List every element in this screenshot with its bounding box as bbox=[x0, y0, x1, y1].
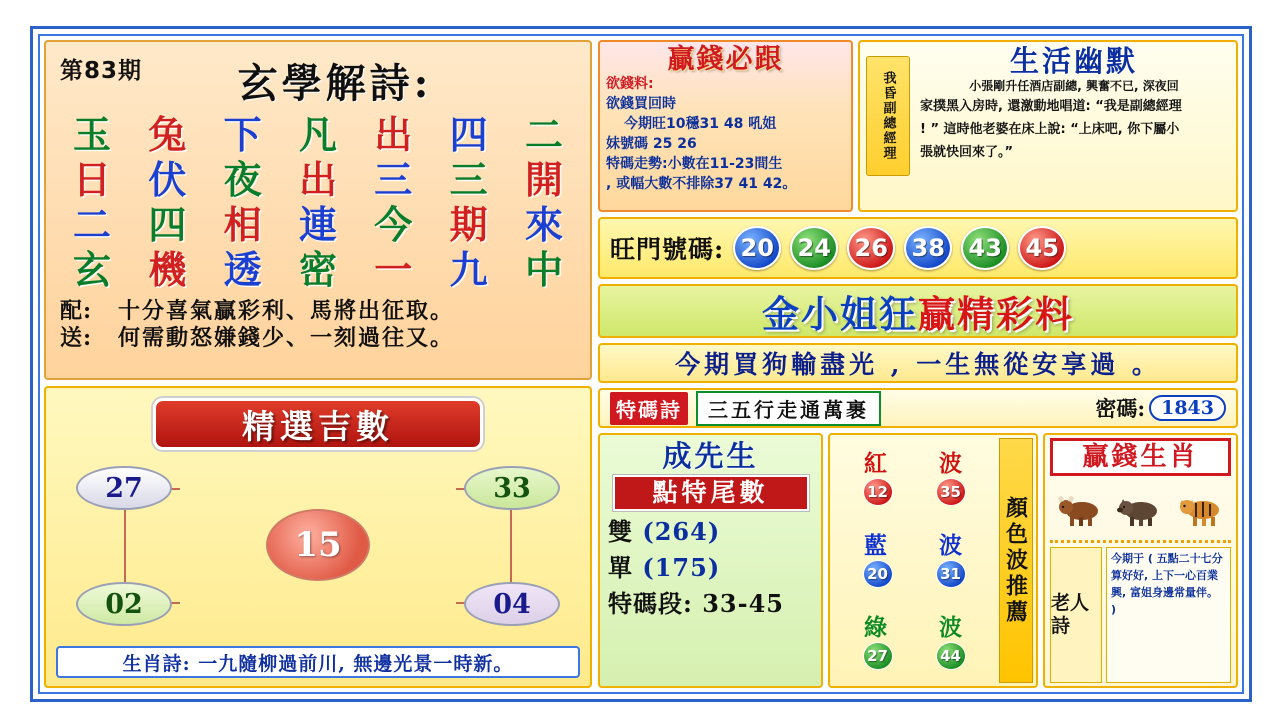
laoren-block bbox=[1050, 540, 1231, 683]
animal-row bbox=[1050, 480, 1231, 536]
poem-char: 密 bbox=[298, 247, 337, 292]
lucky-node-bottom-right: 04 bbox=[464, 582, 560, 626]
poem-char: 透 bbox=[223, 247, 262, 292]
poem-char: 下 bbox=[223, 112, 262, 157]
lucky-number-diagram bbox=[54, 454, 582, 636]
yingqian-title: 贏錢必跟 bbox=[667, 44, 784, 75]
yingqian-panel bbox=[598, 40, 853, 212]
bopai-ball: 35 bbox=[936, 478, 966, 506]
bopai-panel bbox=[828, 433, 1038, 688]
poem-grid bbox=[56, 113, 580, 292]
poem-char: 機 bbox=[148, 247, 187, 292]
poem-char: 兔 bbox=[148, 112, 187, 157]
poem-char: 夜 bbox=[223, 157, 262, 202]
wangmen-ball: 26 bbox=[847, 226, 895, 270]
mima-label: 密碼: bbox=[1095, 396, 1146, 421]
couplet-row bbox=[60, 298, 576, 325]
couplet-label: 送: bbox=[60, 325, 93, 351]
poem-char: 開 bbox=[524, 157, 563, 202]
couplet-label: 配: bbox=[60, 298, 93, 324]
humour-title: 生活幽默 bbox=[1009, 44, 1138, 78]
bopai-ball: 27 bbox=[863, 642, 893, 670]
jin-banner-part2: 贏 bbox=[918, 292, 957, 336]
boar-icon bbox=[1114, 488, 1166, 528]
bopai-group bbox=[833, 451, 995, 506]
cheng-line bbox=[608, 514, 813, 550]
humour-body-line: 張就快回來了。” bbox=[920, 145, 1014, 160]
poem-char: 日 bbox=[72, 157, 111, 202]
jin-banner bbox=[598, 284, 1238, 338]
cheng-line-value: (264) bbox=[642, 517, 721, 546]
shengxiao-poem-box bbox=[56, 646, 580, 678]
bopai-group-name: 藍 波 bbox=[863, 531, 984, 559]
cheng-line-label: 雙 bbox=[608, 517, 633, 546]
cheng-panel bbox=[598, 433, 823, 688]
cheng-line-label: 單 bbox=[608, 553, 633, 582]
jixu-panel bbox=[44, 386, 592, 688]
poem-char: 出 bbox=[374, 112, 413, 157]
humour-subtitle: 小張剛升任酒店副總, 興奮不已, 深夜回 bbox=[969, 79, 1179, 93]
bopai-group-nums bbox=[833, 560, 995, 588]
humour-badge: 我昏副總經理 bbox=[866, 56, 910, 176]
wangmen-ball: 38 bbox=[904, 226, 952, 270]
shengxiao-poem-text: 生肖詩: 一九隨柳過前川, 無邊光景一時新。 bbox=[122, 652, 514, 675]
couplet-block bbox=[56, 298, 580, 352]
poem-char: 相 bbox=[223, 202, 262, 247]
jin-banner-text bbox=[762, 284, 1074, 338]
wangmen-ball: 45 bbox=[1018, 226, 1066, 270]
bopai-group-nums bbox=[833, 478, 995, 506]
poem-char: 連 bbox=[298, 202, 337, 247]
cheng-title: 成先生 bbox=[662, 439, 759, 473]
poem-char: 出 bbox=[298, 157, 337, 202]
poem-char: 二 bbox=[72, 202, 111, 247]
mima-value: 1843 bbox=[1149, 395, 1226, 421]
shengxiao-panel bbox=[1043, 433, 1238, 688]
cheng-subtitle: 點特尾數 bbox=[613, 475, 809, 511]
jin-banner-part3: 精彩料 bbox=[957, 292, 1074, 336]
laoren-label: 老人詩 bbox=[1050, 547, 1102, 683]
poem-row bbox=[56, 203, 580, 247]
cheng-range bbox=[608, 586, 813, 622]
cheng-range-label: 特碼段: bbox=[608, 589, 693, 618]
bopai-ball: 20 bbox=[863, 560, 893, 588]
poem-char: 玄 bbox=[72, 247, 111, 292]
shengxiao-title: 贏錢生肖 bbox=[1050, 438, 1231, 476]
poem-char: 一 bbox=[374, 247, 413, 292]
jixu-banner-label: 精選吉數 bbox=[242, 406, 394, 446]
lucky-node-bottom-left: 02 bbox=[76, 582, 172, 626]
issue-number: 第83期 bbox=[60, 58, 143, 84]
bopai-group-name: 綠 波 bbox=[863, 613, 984, 641]
poem-char: 玉 bbox=[72, 112, 111, 157]
poem-char: 伏 bbox=[148, 157, 187, 202]
cheng-range-value: 33-45 bbox=[702, 589, 784, 618]
bopai-group-name: 紅 波 bbox=[863, 450, 984, 478]
wangmen-ball: 20 bbox=[733, 226, 781, 270]
cheng-line bbox=[608, 550, 813, 586]
lucky-node-top-left: 27 bbox=[76, 466, 172, 510]
ox-icon bbox=[1054, 488, 1106, 528]
humour-panel bbox=[858, 40, 1238, 212]
wangmen-label: 旺門號碼: bbox=[610, 235, 725, 264]
lucky-node-top-right: 33 bbox=[464, 466, 560, 510]
bottom-row bbox=[598, 433, 1238, 688]
yingqian-line: 特碼走勢:小數在11-23間生 bbox=[606, 156, 783, 172]
poem-char: 四 bbox=[148, 202, 187, 247]
poem-char: 九 bbox=[449, 247, 488, 292]
wangmen-ball: 24 bbox=[790, 226, 838, 270]
tiger-icon bbox=[1175, 488, 1227, 528]
bopai-group bbox=[833, 615, 995, 670]
temashi-row bbox=[598, 388, 1238, 428]
yingqian-line: , 或幅大數不排除37 41 42。 bbox=[606, 176, 797, 192]
bopai-ball: 31 bbox=[936, 560, 966, 588]
xuanxue-panel bbox=[44, 40, 592, 380]
laoren-text: 今期于 ( 五點二十七分算好好, 上下一心百業興, 富姐身邊常量伴。 ) bbox=[1106, 547, 1231, 683]
buygou-panel bbox=[598, 343, 1238, 383]
temashi-value: 三五行走通萬裹 bbox=[696, 391, 881, 426]
bopai-side-label: 顏色波推薦 bbox=[999, 438, 1033, 683]
yingqian-line: 今期旺10穩31 48 吼姐 bbox=[624, 116, 777, 132]
poem-char: 凡 bbox=[298, 112, 337, 157]
bopai-group bbox=[833, 533, 995, 588]
bopai-ball: 12 bbox=[863, 478, 893, 506]
right-top-row bbox=[598, 40, 1238, 212]
poem-char: 中 bbox=[524, 247, 563, 292]
yingqian-line: 妹號碼 25 26 bbox=[606, 136, 697, 152]
cheng-line-value: (175) bbox=[642, 553, 721, 582]
wangmen-ball: 43 bbox=[961, 226, 1009, 270]
lucky-node-center: 15 bbox=[266, 509, 370, 581]
xuanxue-title: 玄學解詩: bbox=[237, 60, 433, 107]
bopai-ball: 44 bbox=[936, 642, 966, 670]
jin-banner-part1: 金小姐狂 bbox=[762, 292, 918, 336]
poem-char: 今 bbox=[374, 202, 413, 247]
poem-char: 四 bbox=[449, 112, 488, 157]
buygou-text: 今期買狗輸盡光 , 一生無從安享過 。 bbox=[675, 350, 1161, 379]
temashi-label: 特碼詩 bbox=[610, 392, 688, 425]
couplet-text: 何需動怒嫌錢少、一刻過往又。 bbox=[118, 325, 455, 351]
poem-row bbox=[56, 248, 580, 292]
wangmen-panel bbox=[598, 217, 1238, 279]
right-column bbox=[598, 40, 1238, 688]
yingqian-subtitle: 欲錢料: bbox=[606, 76, 654, 92]
poem-row bbox=[56, 113, 580, 157]
left-column bbox=[44, 40, 592, 688]
poem-char: 二 bbox=[524, 112, 563, 157]
poem-row bbox=[56, 158, 580, 202]
humour-body-line: ! ” 這時他老婆在床上說: “上床吧, 你下屬小 bbox=[920, 122, 1180, 137]
humour-body-line: 家撲黑入房時, 還激動地唱道: “我是副總經理 bbox=[920, 99, 1182, 114]
mima-block bbox=[1095, 393, 1226, 423]
yingqian-line: 欲錢買回時 bbox=[606, 96, 676, 112]
poster-outer-frame bbox=[30, 26, 1252, 702]
jixu-banner bbox=[153, 398, 483, 450]
couplet-row bbox=[60, 325, 576, 352]
poem-char: 三 bbox=[449, 157, 488, 202]
poem-char: 期 bbox=[449, 202, 488, 247]
poem-char: 三 bbox=[374, 157, 413, 202]
bopai-group-nums bbox=[833, 642, 995, 670]
bopai-groups bbox=[833, 438, 995, 683]
poem-char: 來 bbox=[524, 202, 563, 247]
couplet-text: 十分喜氣贏彩利、馬將出征取。 bbox=[118, 298, 455, 324]
poster-inner-frame bbox=[38, 34, 1244, 694]
